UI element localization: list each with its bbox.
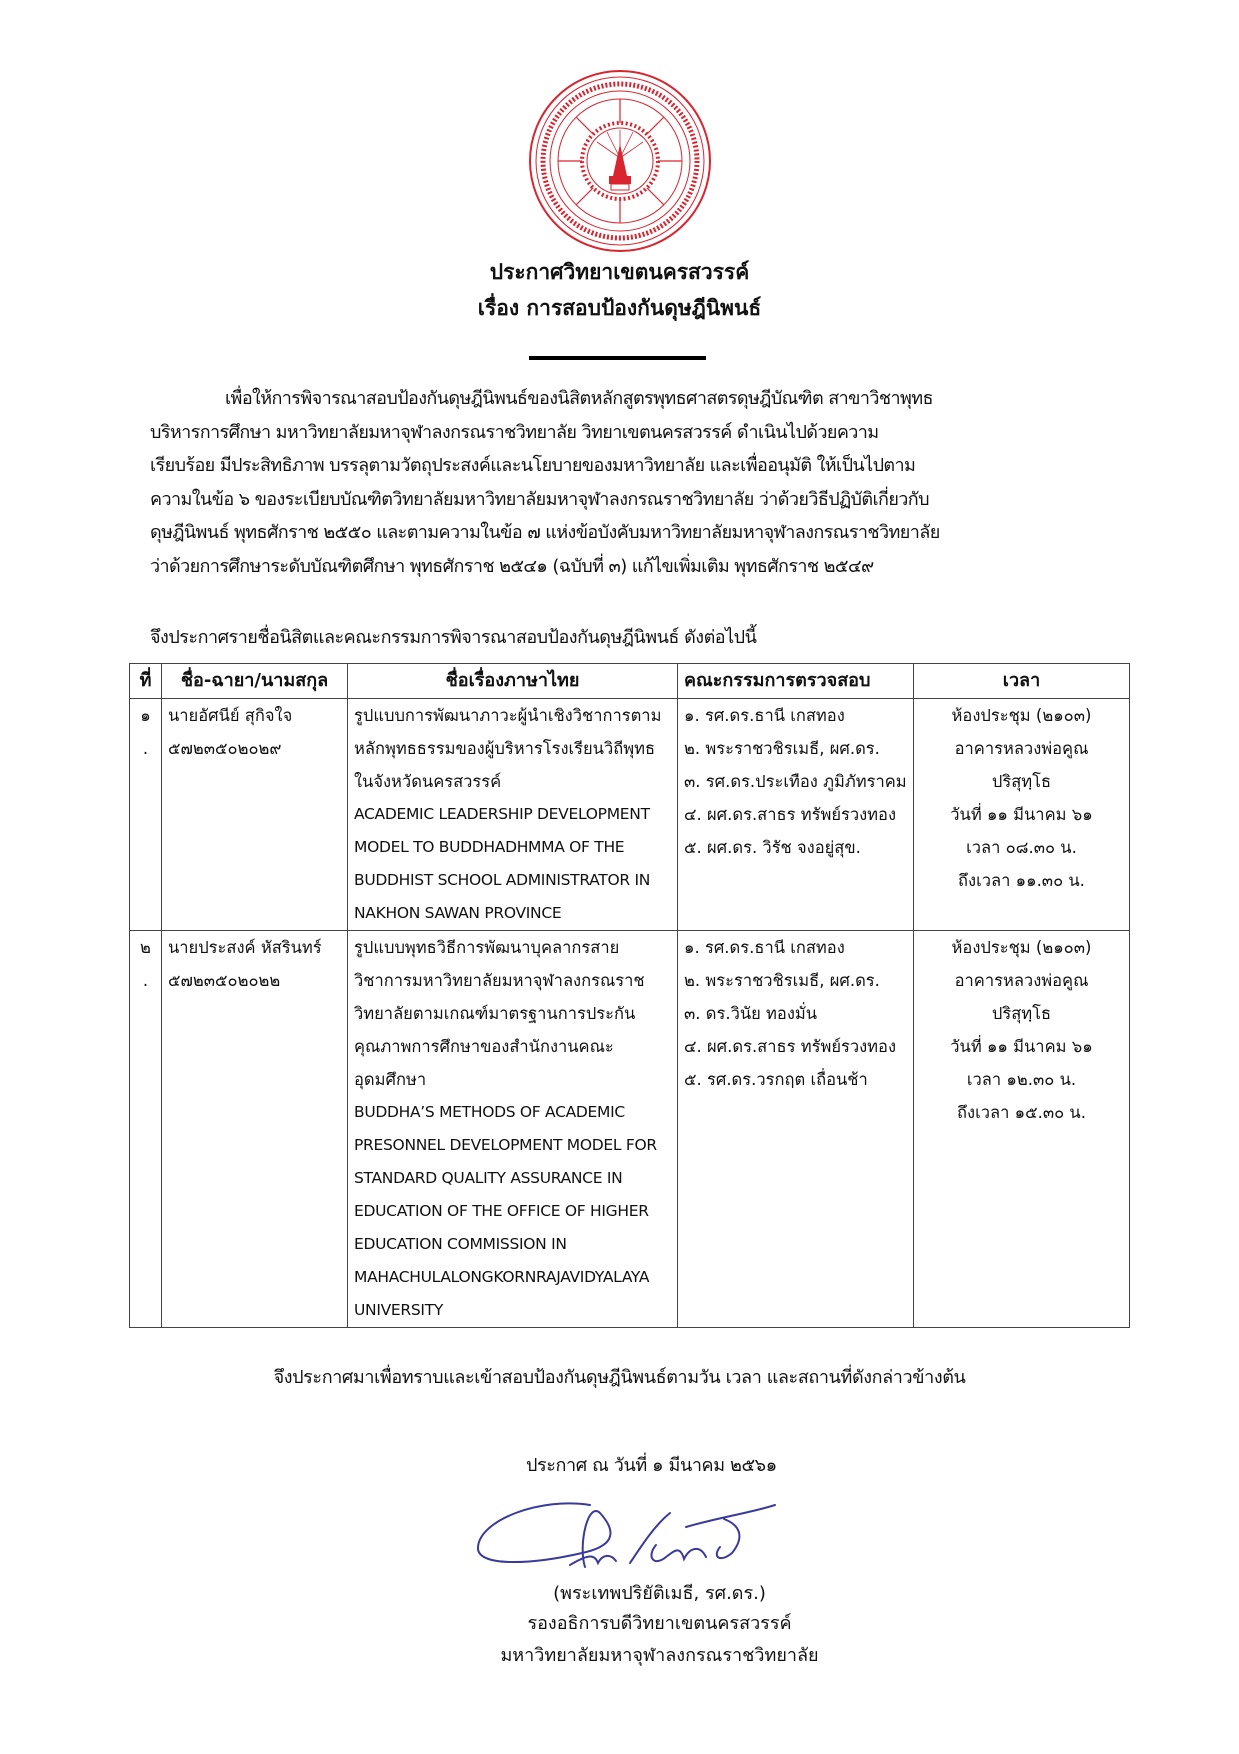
signatory-position: รองอธิการบดีวิทยาเขตนครสวรรค์: [527, 1613, 792, 1634]
closing-statement: จึงประกาศมาเพื่อทราบและเข้าสอบป้องกันดุษฎีนิพนธ์ตามวัน เวลา และสถานที่ดังกล่าวข้างต้น: [273, 1367, 966, 1388]
body-line: เรียบร้อย มีประสิทธิภาพ บรรลุตามวัตถุประสงค์และนโยบายของมหาวิทยาลัย และเพื่ออนุมัติ ให้เป็นไปตาม: [150, 455, 916, 476]
row-number: ๒ .: [130, 931, 162, 1328]
body-line: เพื่อให้การพิจารณาสอบป้องกันดุษฎีนิพนธ์ของนิสิตหลักสูตรพุทธศาสตรดุษฎีบัณฑิต สาขาวิชาพุทธ: [225, 388, 933, 409]
schedule-time: ห้องประชุม (๒๑๐๓) อาคารหลวงพ่อคูณ ปริสุทฺโธ วันที่ ๑๑ มีนาคม ๖๑ เวลา ๑๒.๓๐ น. ถึงเวลา ๑๕.๓๐ น.: [914, 931, 1130, 1328]
dissertation-title: รูปแบบการพัฒนาภาวะผู้นำเชิงวิชาการตาม หลักพุทธธรรมของผู้บริหารโรงเรียนวิถีพุทธ ในจังหวัดนครสวรรค์ ACADEMIC LEADERSHIP DEVELOPMENT MODEL TO BUDDHADHMMA OF THE BUDDHIST SCHOOL ADMINISTRATOR IN NAKHON SAWAN PROVINCE: [348, 699, 678, 931]
table-row: [130, 699, 1130, 931]
row-number: ๑ .: [130, 699, 162, 931]
signatory-name: (พระเทพปริยัติเมธี, รศ.ดร.): [553, 1583, 766, 1604]
header-time: เวลา: [914, 664, 1130, 699]
announcement-date: ประกาศ ณ วันที่ ๑ มีนาคม ๒๕๖๑: [526, 1455, 777, 1476]
header-no: ที่: [130, 664, 162, 699]
header-thai-title: ชื่อเรื่องภาษาไทย: [348, 664, 678, 699]
body-line: ว่าด้วยการศึกษาระดับบัณฑิตศึกษา พุทธศักราช ๒๕๔๑ (ฉบับที่ ๓) แก้ไขเพิ่มเติม พุทธศักราช ๒๕๔๙: [150, 555, 874, 577]
body-line: ดุษฎีนิพนธ์ พุทธศักราช ๒๕๕๐ และตามความในข้อ ๗ แห่งข้อบังคับมหาวิทยาลัยมหาจุฬาลงกรณราชวิทยาลัย: [150, 522, 940, 543]
dissertation-title: รูปแบบพุทธวิธีการพัฒนาบุคลากรสาย วิชาการมหาวิทยาลัยมหาจุฬาลงกรณราช วิทยาลัยตามเกณฑ์มาตรฐานการประกัน คุณภาพการศึกษาของสำนักงานคณะ อุดมศึกษา BUDDHA’S METHODS OF ACADEMIC PRESONNEL DEVELOPMENT MODEL FOR STANDARD QUALITY ASSURANCE IN EDUCATION OF THE OFFICE OF HIGHER EDUCATION COMMISSION IN MAHACHULALONGKORNRAJAVIDYALAYA UNIVERSITY: [348, 931, 678, 1328]
table-header-row: [130, 664, 1130, 699]
committee-list: ๑. รศ.ดร.ธานี เกสทอง ๒. พระราชวชิรเมธี, ผศ.ดร. ๓. ดร.วินัย ทองมั่น ๔. ผศ.ดร.สาธร ทรัพย์รวงทอง ๕. รศ.ดร.วรกฤต เถื่อนช้า: [678, 931, 914, 1328]
committee-list: ๑. รศ.ดร.ธานี เกสทอง ๒. พระราชวชิรเมธี, ผศ.ดร. ๓. รศ.ดร.ประเทือง ภูมิภัทราคม ๔. ผศ.ดร.สาธร ทรัพย์รวงทอง ๕. ผศ.ดร. วิรัช จงอยู่สุข.: [678, 699, 914, 931]
header-name: ชื่อ-ฉายา/นามสกุล: [162, 664, 348, 699]
announcement-body: [150, 382, 1085, 583]
student-name: นายอัศนีย์ สุกิจใจ ๕๗๒๓๕๐๒๐๒๙: [162, 699, 348, 931]
schedule-time: ห้องประชุม (๒๑๐๓) อาคารหลวงพ่อคูณ ปริสุทฺโธ วันที่ ๑๑ มีนาคม ๖๑ เวลา ๐๘.๓๐ น. ถึงเวลา ๑๑.๓๐ น.: [914, 699, 1130, 931]
body-line: บริหารการศึกษา มหาวิทยาลัยมหาจุฬาลงกรณราชวิทยาลัย วิทยาเขตนครสวรรค์ ดำเนินไปด้วยความ: [150, 421, 879, 443]
defense-schedule-table: [129, 663, 1130, 1328]
header-committee: คณะกรรมการตรวจสอบ: [678, 664, 914, 699]
handwritten-signature: [470, 1475, 810, 1585]
signatory-organization: มหาวิทยาลัยมหาจุฬาลงกรณราชวิทยาลัย: [500, 1645, 819, 1666]
table-row: [130, 931, 1130, 1328]
announcement-title: ประกาศวิทยาเขตนครสวรรค์: [489, 260, 750, 284]
announcement-subject: เรื่อง การสอบป้องกันดุษฎีนิพนธ์: [477, 296, 762, 320]
title-divider: [529, 356, 706, 360]
list-lead-text: จึงประกาศรายชื่อนิสิตและคณะกรรมการพิจารณาสอบป้องกันดุษฎีนิพนธ์ ดังต่อไปนี้: [150, 627, 757, 648]
body-line: ความในข้อ ๖ ของระเบียบบัณฑิตวิทยาลัยมหาวิทยาลัยมหาจุฬาลงกรณราชวิทยาลัย ว่าด้วยวิธีปฏิบัติเกี่ยวกับ: [150, 488, 929, 510]
university-seal-logo: [527, 68, 713, 254]
student-name: นายประสงค์ หัสรินทร์ ๕๗๒๓๕๐๒๐๒๒: [162, 931, 348, 1328]
